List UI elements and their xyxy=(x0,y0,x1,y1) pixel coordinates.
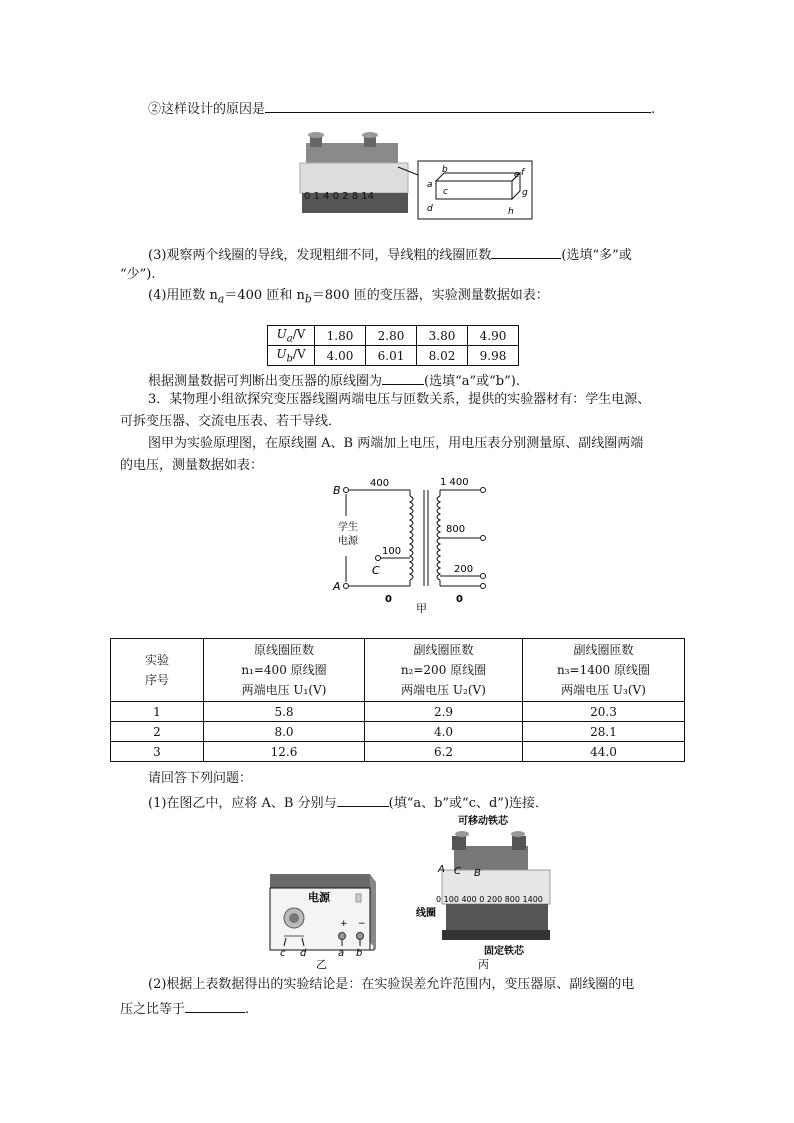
table-header-row xyxy=(111,639,685,702)
table-cell: 4.90 xyxy=(468,326,519,346)
table-cell: 12.6 xyxy=(204,742,365,762)
table-cell: 2.80 xyxy=(366,326,417,346)
turns-0-right: 0 xyxy=(456,594,463,605)
turns-800: 800 xyxy=(446,524,466,535)
problem-3-line1: 3．某物理小组欲探究变压器线圈两端电压与匝数关系，提供的实验器材有：学生电源、 xyxy=(148,392,651,407)
table-cell: 6.2 xyxy=(365,742,523,762)
table-cell: 9.98 xyxy=(468,346,519,366)
q4-sub-a: a xyxy=(217,292,225,306)
problem-3-line3: 图甲为实验原理图，在原线圈 A、B 两端加上电压，用电压表分别测量原、副线圈两端 xyxy=(148,436,644,451)
table-cell: 4.00 xyxy=(315,346,366,366)
voltage-data-table xyxy=(110,638,685,762)
answer-blank[interactable] xyxy=(491,244,561,259)
coil-label: 线圈 xyxy=(416,908,436,919)
header-secondary-200: 副线圈匝数 n₂=200 原线圈 两端电压 U₂(V) xyxy=(365,639,523,702)
voltage-table-small xyxy=(267,325,519,366)
power-label-2: 电源 xyxy=(338,536,358,547)
terminal-c: C xyxy=(372,564,380,577)
turn-numbers: 0 100 400 0 200 800 1400 xyxy=(436,895,543,904)
answer-blank[interactable] xyxy=(382,370,424,385)
turns-100: 100 xyxy=(382,546,402,557)
minus-sign: − xyxy=(358,919,366,929)
table-cell: 2 xyxy=(111,722,204,742)
question-4-conclusion xyxy=(148,370,520,391)
terminal-a-label: a xyxy=(338,948,345,959)
turns-200: 200 xyxy=(454,564,474,575)
table-row xyxy=(111,702,685,722)
header-secondary-1400: 副线圈匝数 n₃=1400 原线圈 两端电压 U₃(V) xyxy=(523,639,685,702)
label-c: C xyxy=(454,866,461,877)
row-a-label: $U_a/V$ xyxy=(268,326,315,346)
q3-suffix: (选填“多”或 xyxy=(561,248,632,263)
question-3-line2: “少”). xyxy=(120,267,156,282)
box-label-b: b xyxy=(442,165,448,175)
terminal-c-label: c xyxy=(280,948,286,959)
movable-core-label: 可移动铁芯 xyxy=(458,816,508,827)
answer-blank[interactable] xyxy=(185,998,245,1013)
terminal-d-label: d xyxy=(300,948,307,959)
label-a: A xyxy=(438,864,445,875)
box-label-a: a xyxy=(427,180,433,190)
q1-suffix: (填“a、b”或“c、d”)连接． xyxy=(388,796,549,811)
transformer-photo-figure xyxy=(296,127,536,221)
question-4-intro xyxy=(148,287,549,309)
figure-caption-yi: 乙 xyxy=(316,958,327,971)
table-cell: 28.1 xyxy=(523,722,685,742)
table-cell: 8.02 xyxy=(417,346,468,366)
table-cell: 5.8 xyxy=(204,702,365,722)
table-cell: 20.3 xyxy=(523,702,685,722)
photo-numbers: 0 1 4 0 2 8 14 xyxy=(304,191,374,202)
q2-line2-suffix: . xyxy=(245,1002,250,1017)
question-3-line1 xyxy=(148,244,632,265)
box-label-h: h xyxy=(508,207,514,217)
table-cell: 6.01 xyxy=(366,346,417,366)
transformer-figure xyxy=(414,812,560,970)
table-row xyxy=(111,722,685,742)
header-primary: 原线圈匝数 n₁=400 原线圈 两端电压 U₁(V) xyxy=(204,639,365,702)
header-seq: 实验 序号 xyxy=(111,639,204,702)
figure-caption-jia: 甲 xyxy=(416,602,427,615)
table-cell: 4.0 xyxy=(365,722,523,742)
box-label-g: g xyxy=(522,188,528,198)
power-supply-figure xyxy=(268,868,378,971)
table-row xyxy=(268,346,519,366)
turns-0-left: 0 xyxy=(385,594,392,605)
answer-blank[interactable] xyxy=(337,792,389,807)
answer-blank[interactable] xyxy=(265,98,651,113)
q4-mid2: ＝800 匝的变压器，实验测量数据如表： xyxy=(311,288,549,303)
box-label-e: e xyxy=(514,170,520,180)
table-row xyxy=(268,326,519,346)
questions-intro: 请回答下列问题： xyxy=(148,771,253,786)
question-2-line1: (2)根据上表数据得出的实验结论是：在实验误差允许范围内，变压器原、副线圈的电 xyxy=(148,977,635,992)
table-row xyxy=(111,742,685,762)
q2-reason-suffix: . xyxy=(651,102,656,117)
turns-400: 400 xyxy=(370,478,390,489)
terminal-b: B xyxy=(333,484,341,497)
terminal-b-label: b xyxy=(356,948,363,959)
table-cell: 3.80 xyxy=(417,326,468,346)
terminal-a: A xyxy=(333,580,341,593)
q1-prefix: (1)在图乙中，应将 A、B 分别与 xyxy=(148,796,337,811)
q4-mid1: ＝400 匝和 n xyxy=(224,288,305,303)
turns-1400: 1 400 xyxy=(440,477,469,488)
q3-prefix: (3)观察两个线圈的导线，发现粗细不同，导线粗的线圈匝数 xyxy=(148,248,492,263)
question-2-line2 xyxy=(120,998,249,1019)
table-cell: 1.80 xyxy=(315,326,366,346)
q2-reason-prefix: ②这样设计的原因是 xyxy=(148,102,266,117)
question-1 xyxy=(148,792,548,813)
power-supply-label: 电源 xyxy=(308,891,330,904)
table-cell: 8.0 xyxy=(204,722,365,742)
q2-line2-prefix: 压之比等于 xyxy=(120,1002,186,1017)
q4-intro: (4)用匝数 n xyxy=(148,288,218,303)
fixed-core-label: 固定铁芯 xyxy=(484,946,524,957)
q4-sub-b: b xyxy=(304,292,312,306)
problem-3-line4: 的电压，测量数据如表： xyxy=(120,458,264,473)
label-b: B xyxy=(474,868,481,879)
plus-sign: + xyxy=(340,919,348,929)
table-cell: 3 xyxy=(111,742,204,762)
problem-3-line2: 可拆变压器、交流电压表、若干导线． xyxy=(120,414,342,429)
power-label-1: 学生 xyxy=(338,522,358,533)
q4-conclusion-prefix: 根据测量数据可判断出变压器的原线圈为 xyxy=(148,374,383,389)
table-cell: 44.0 xyxy=(523,742,685,762)
circuit-diagram xyxy=(330,472,510,618)
box-label-f: f xyxy=(521,168,525,178)
question-2-reason xyxy=(148,98,655,119)
box-label-d: d xyxy=(427,204,433,214)
row-b-label: $U_b/V$ xyxy=(268,346,315,366)
q4-conclusion-suffix: (选填“a”或“b”). xyxy=(424,374,520,389)
box-label-c: c xyxy=(443,187,448,197)
table-cell: 1 xyxy=(111,702,204,722)
figure-caption-bing: 丙 xyxy=(478,958,489,971)
table-cell: 2.9 xyxy=(365,702,523,722)
